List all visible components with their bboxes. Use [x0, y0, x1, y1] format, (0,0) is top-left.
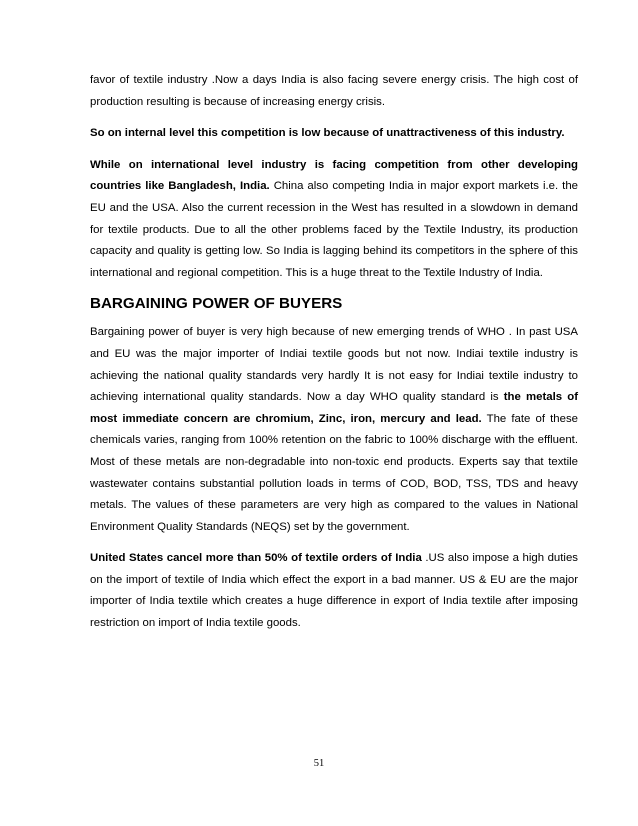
- paragraph-international-competition: [90, 155, 578, 285]
- paragraph-text: .US also impose a high duties on the import of textile of India which effect the export in a bad manner. US & EU are the major importer of India textile which creates a huge difference in export of India textile after imposing restriction on import of India textile goods.: [90, 552, 578, 630]
- bold-text: United States cancel more than 50% of textile orders of India: [90, 552, 422, 565]
- paragraph-energy-crisis: favor of textile industry .Now a days India is also facing severe energy crisis. The high cost of production resulting is because of increasing energy crisis.: [90, 74, 578, 108]
- page-number: 51: [313, 758, 325, 769]
- document-body: [90, 70, 578, 635]
- section-heading: BARGAINING POWER OF BUYERS: [90, 295, 343, 313]
- paragraph-internal-level: [90, 123, 578, 145]
- bold-text: the metals of most immediate concern are chromium, Zinc, iron, mercury and lead.: [90, 391, 578, 425]
- paragraph-text: China also competing India in major export markets i.e. the EU and the USA. Also the current recession in the West has resulted in a slowdown in demand for textile products. Due to all the other problems faced by the Textile Industry, its production capacity and quality is getting low. So India is lagging behind its competitors in the sphere of this international and regional competition. This is a huge threat to the Textile Industry of India.: [90, 180, 579, 279]
- paragraph-text: Bargaining power of buyer is very high because of new emerging trends of WHO . In past USA and EU was the major importer of Indiai textile goods but not now. Indiai textile industry is achieving the national quality standards very hardly It is not easy for Indiai textile industry to achieving international quality standards. Now a day WHO quality standard is: [90, 326, 578, 404]
- paragraph-us-orders: [90, 548, 578, 634]
- paragraph-text: The fate of these chemicals varies, ranging from 100% retention on the fabric to 100% discharge with the effluent. Most of these metals are non-degradable into non-toxic end products. Experts say that textile wastewater contains substantial pollution loads in terms of COD, BOD, TSS, TDS and heavy metals. The values of these parameters are very high as compared to the values in National Environment Quality Standards (NEQS) set by the government.: [90, 412, 578, 533]
- paragraph-buyer-power: [90, 322, 578, 538]
- bold-text: While on international level industry is facing competition from other developing countries like Bangladesh, India.: [90, 158, 578, 193]
- bold-text: So on internal level this competition is low because of unattractiveness of this industry.: [90, 127, 565, 140]
